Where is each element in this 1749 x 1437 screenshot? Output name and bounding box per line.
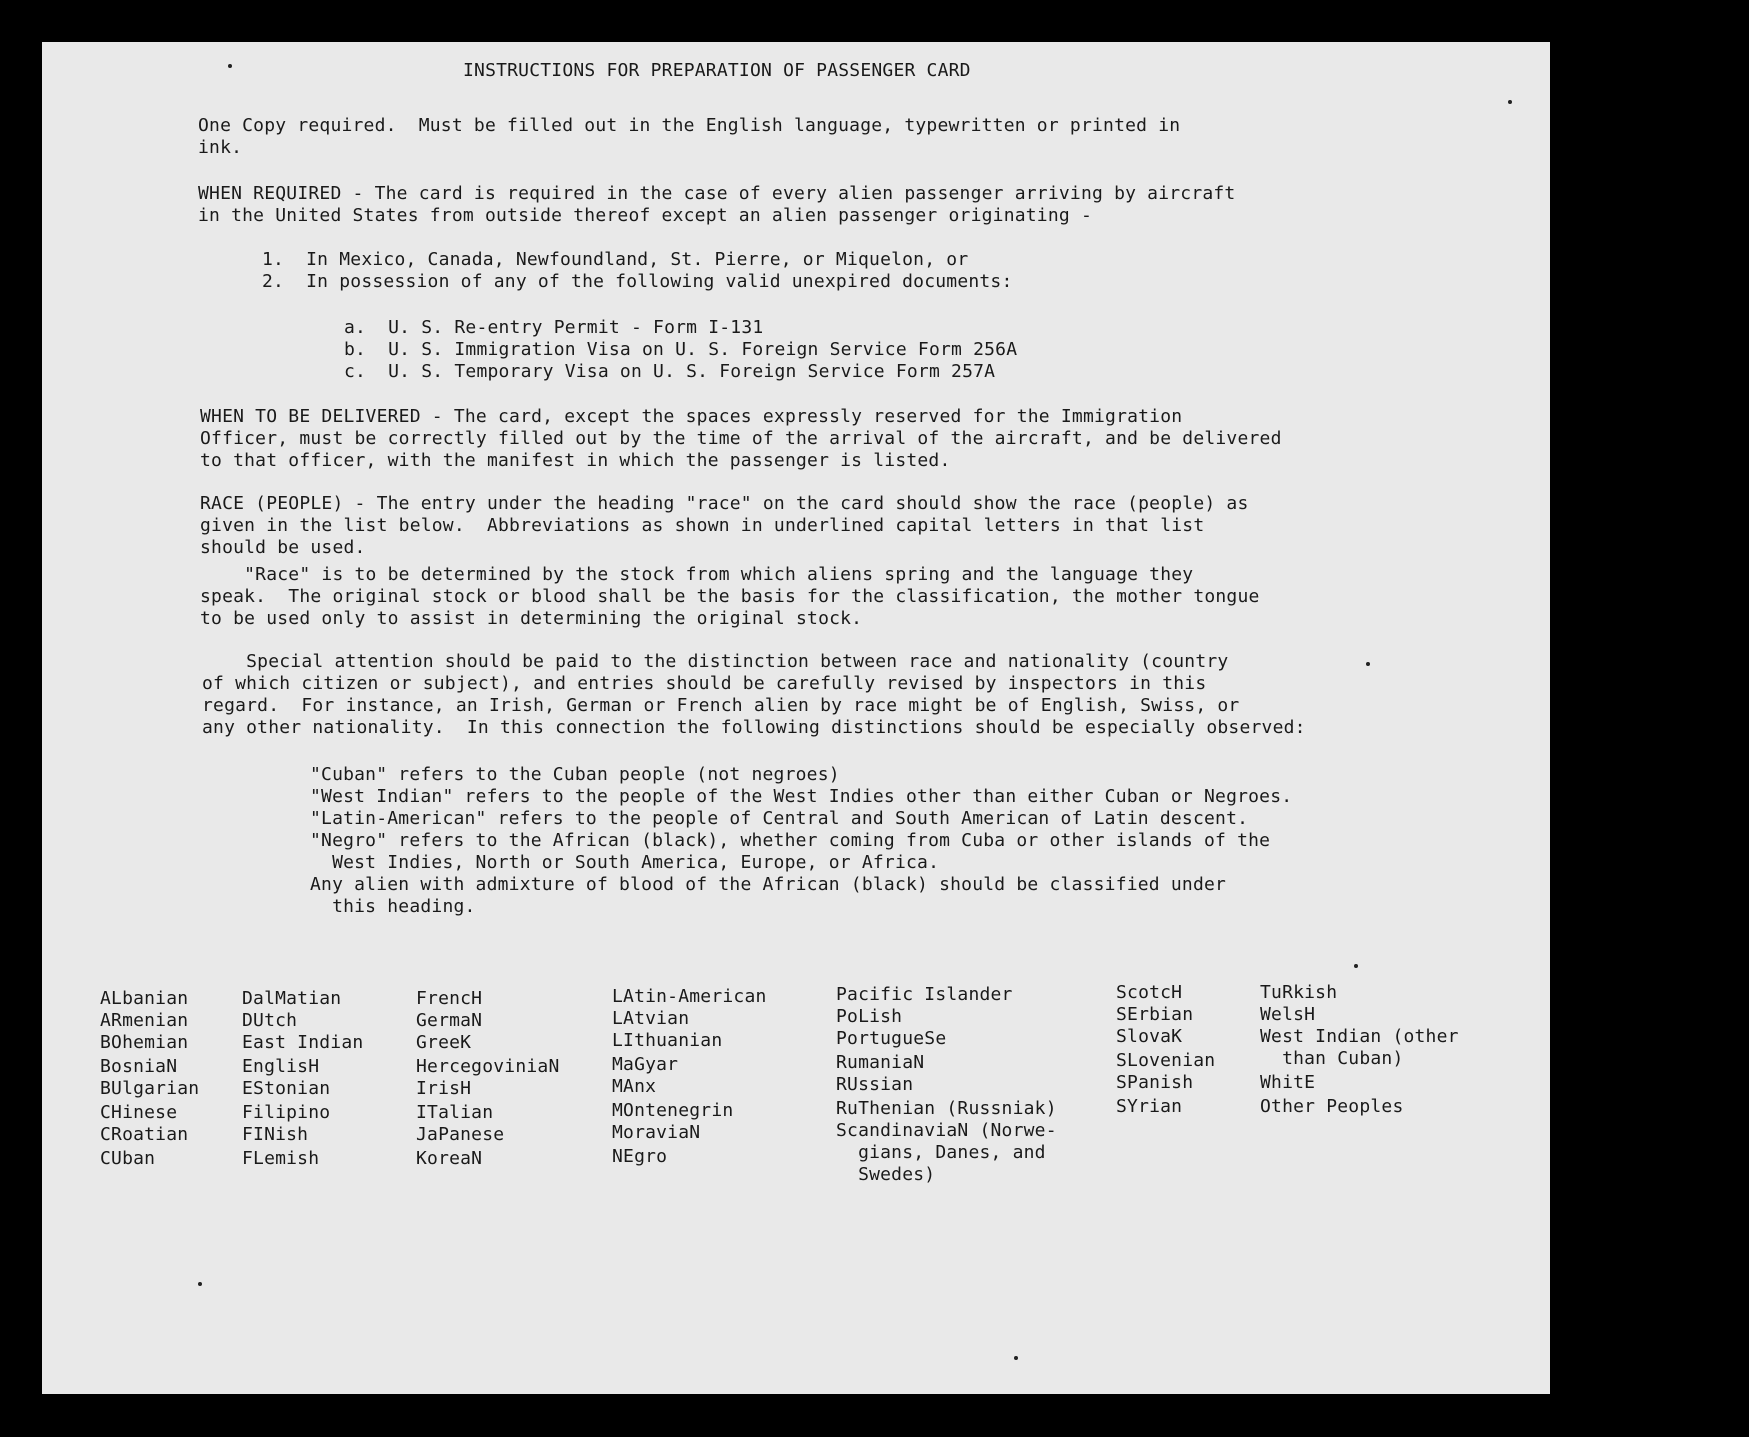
people-entry: MaGyar [612,1054,679,1075]
people-entry: SYrian [1116,1096,1183,1117]
people-entry: FrencH [416,988,483,1009]
people-entry: IrisH [416,1078,472,1099]
people-entry: SlovaK [1116,1026,1183,1047]
people-entry: KoreaN [416,1148,483,1169]
distinction-line-7: this heading. [310,896,476,917]
speck [228,64,232,68]
race-definition-line-2: speak. The original stock or blood shall be the basis for the classification, the mother tongue [200,586,1260,607]
people-entry: BosniaN [100,1056,178,1077]
people-entry: WhitE [1260,1072,1316,1093]
intro-line-1: One Copy required. Must be filled out in the English language, typewritten or printed in [198,115,1181,136]
when-delivered-line-2: Officer, must be correctly filled out by the time of the arrival of the aircraft, and be delivered [200,428,1282,449]
document-page [42,42,1550,1394]
people-entry: CUban [100,1148,156,1169]
people-entry: HercegoviniaN [416,1056,560,1077]
people-entry: SErbian [1116,1004,1194,1025]
when-required-line-2: in the United States from outside thereof except an alien passenger originating - [198,205,1092,226]
speck [1014,1356,1018,1360]
people-entry: LIthuanian [612,1030,723,1051]
people-entry: EnglisH [242,1056,320,1077]
people-entry: SLovenian [1116,1050,1216,1071]
people-entry: SPanish [1116,1072,1194,1093]
people-entry: BUlgarian [100,1078,200,1099]
people-entry: EStonian [242,1078,331,1099]
document-item-b: b. U. S. Immigration Visa on U. S. Foreign Service Form 256A [344,339,1018,360]
distinction-line-4: "Negro" refers to the African (black), whether coming from Cuba or other islands of the [310,830,1271,851]
speck [1508,100,1512,104]
people-entry: ScotcH [1116,982,1183,1003]
numbered-item-2: 2. In possession of any of the following valid unexpired documents: [262,271,1013,292]
when-required-line-1: WHEN REQUIRED - The card is required in the case of every alien passenger arriving by aircraft [198,183,1236,204]
people-entry: LAtvian [612,1008,690,1029]
people-entry: TuRkish [1260,982,1338,1003]
speck [1354,964,1358,968]
people-entry: RuThenian (Russniak) [836,1098,1057,1119]
people-entry: gians, Danes, and [836,1142,1046,1163]
people-entry: RUssian [836,1074,914,1095]
people-entry: ScandinaviaN (Norwe- [836,1120,1057,1141]
race-definition-line-1: "Race" is to be determined by the stock from which aliens spring and the language they [200,564,1194,585]
document-item-c: c. U. S. Temporary Visa on U. S. Foreign Service Form 257A [344,361,996,382]
people-entry: LAtin-American [612,986,767,1007]
people-entry: ITalian [416,1102,494,1123]
when-delivered-line-1: WHEN TO BE DELIVERED - The card, except the spaces expressly reserved for the Immigration [200,406,1183,427]
people-entry: GreeK [416,1032,472,1053]
speck [1366,662,1370,666]
numbered-item-1: 1. In Mexico, Canada, Newfoundland, St. Pierre, or Miquelon, or [262,249,969,270]
speck [198,1282,202,1286]
people-entry: BOhemian [100,1032,189,1053]
people-entry: than Cuban) [1260,1048,1404,1069]
people-entry: PoLish [836,1006,903,1027]
special-line-3: regard. For instance, an Irish, German or French alien by race might be of English, Swiss, or [202,695,1240,716]
people-entry: JaPanese [416,1124,505,1145]
people-entry: MAnx [612,1076,657,1097]
special-line-4: any other nationality. In this connection the following distinctions should be especially observed: [202,717,1306,738]
people-entry: Other Peoples [1260,1096,1404,1117]
people-entry: DUtch [242,1010,298,1031]
people-entry: CHinese [100,1102,178,1123]
people-entry: CRoatian [100,1124,189,1145]
people-entry: RumaniaN [836,1052,925,1073]
distinction-line-3: "Latin-American" refers to the people of Central and South American of Latin descent. [310,808,1249,829]
distinction-line-6: Any alien with admixture of blood of the African (black) should be classified under [310,874,1227,895]
race-line-1: RACE (PEOPLE) - The entry under the heading "race" on the card should show the race (people) as [200,493,1249,514]
when-delivered-line-3: to that officer, with the manifest in which the passenger is listed. [200,450,951,471]
people-entry: DalMatian [242,988,342,1009]
document-item-a: a. U. S. Re-entry Permit - Form I-131 [344,317,764,338]
people-entry: MoraviaN [612,1122,701,1143]
people-entry: Filipino [242,1102,331,1123]
people-entry: WelsH [1260,1004,1316,1025]
people-entry: FLemish [242,1148,320,1169]
people-entry: Swedes) [836,1164,936,1185]
people-entry: PortugueSe [836,1028,947,1049]
page-title: INSTRUCTIONS FOR PREPARATION OF PASSENGER CARD [463,60,971,81]
race-line-3: should be used. [200,537,366,558]
distinction-line-2: "West Indian" refers to the people of the West Indies other than either Cuban or Negroes. [310,786,1293,807]
distinction-line-1: "Cuban" refers to the Cuban people (not negroes) [310,764,840,785]
people-entry: ALbanian [100,988,189,1009]
intro-line-2: ink. [198,137,243,158]
special-line-1: Special attention should be paid to the distinction between race and nationality (country [202,651,1229,672]
people-entry: MOntenegrin [612,1100,734,1121]
people-entry: FINish [242,1124,309,1145]
people-entry: West Indian (other [1260,1026,1459,1047]
people-entry: East Indian [242,1032,364,1053]
race-line-2: given in the list below. Abbreviations as shown in underlined capital letters in that list [200,515,1205,536]
people-entry: ARmenian [100,1010,189,1031]
people-entry: GermaN [416,1010,483,1031]
distinction-line-5: West Indies, North or South America, Europe, or Africa. [310,852,940,873]
people-entry: NEgro [612,1146,668,1167]
special-line-2: of which citizen or subject), and entries should be carefully revised by inspectors in this [202,673,1207,694]
people-entry: Pacific Islander [836,984,1013,1005]
race-definition-line-3: to be used only to assist in determining the original stock. [200,608,863,629]
